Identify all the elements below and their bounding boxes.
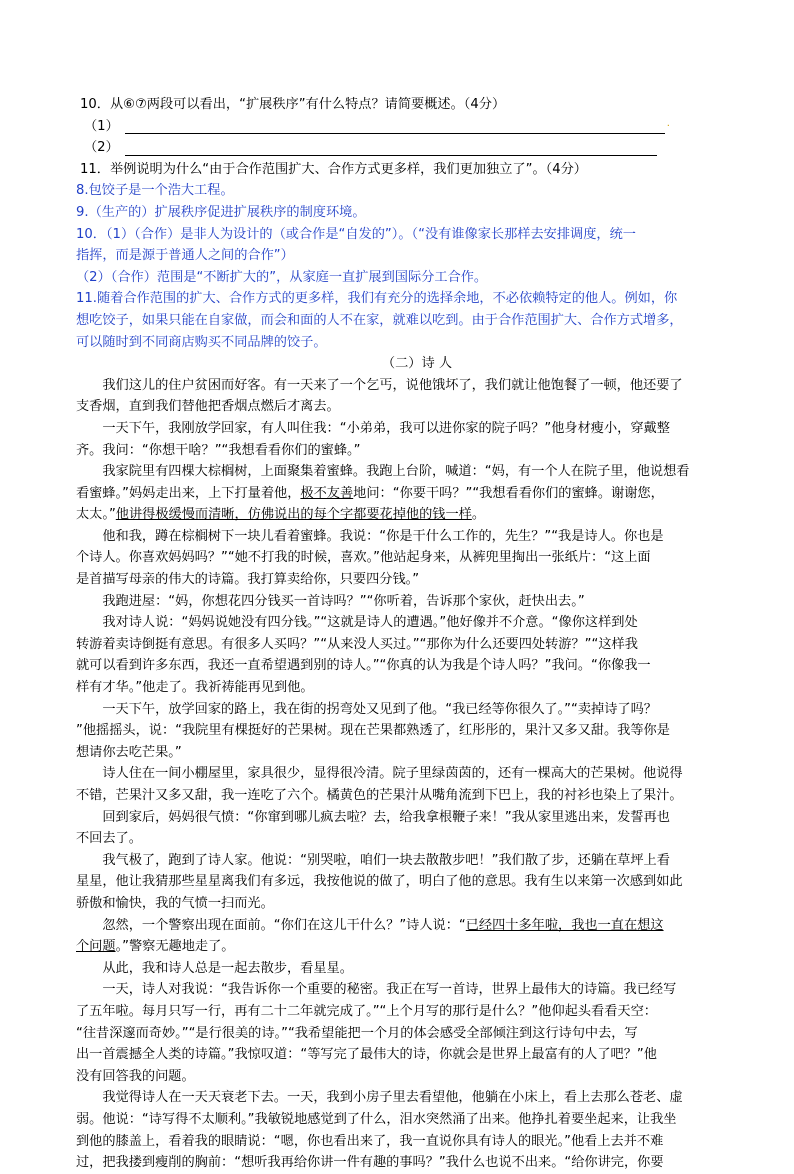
story-line: 齐。我问：“你想干啥？”“我想看看你们的蜜蜂。” [76, 442, 361, 458]
answer-blank-2[interactable] [76, 137, 718, 159]
story-line: 没有回答我的问题。 [76, 1068, 195, 1084]
story-line [76, 936, 718, 958]
section-title: （二）诗 人 [381, 356, 453, 372]
story-line: 回到家后，妈妈很气愤：“你窜到哪儿疯去啦？去，给我拿根鞭子来！”我从家里逃出来，发誓再也 [76, 809, 670, 825]
underlined-sentence: 个问题 [76, 939, 116, 955]
underlined-sentence: 他讲得极缓慢而清晰，仿佛说出的每个字都要花掉他的钱一样 [115, 507, 472, 523]
story-line: 我气极了，跑到了诗人家。他说：“别哭啦，咱们一块去散散步吧！”我们散了步，还躺在草坪上看 [76, 852, 670, 868]
question-10: 10．从⑥⑦两段可以看出，“扩展秩序”有什么特点？请简要概述。（4分） [80, 97, 506, 112]
story-line: 我觉得诗人在一天天衰老下去。一天，我到小房子里去看望他，他躺在小床上，看上去那么苍老、虚 [76, 1090, 683, 1106]
story-line: 想请你去吃芒果。” [76, 744, 182, 760]
story-line: 转游着卖诗倒挺有意思。有很多人买吗？”“从来没人买过。”“那你为什么还要四处转游？”“这样我 [76, 636, 638, 652]
story-line: 就可以看到许多东西，我还一直希望遇到别的诗人。”“你真的认为我是个诗人吗？”我问。“你像我一 [76, 658, 651, 674]
story-line: 过，把我搂到瘦削的胸前：“想听我再给你讲一件有趣的事吗？”我什么也说不出来。“给你讲完，你要 [76, 1155, 664, 1171]
story-line: 不回去了。 [76, 831, 142, 847]
document-content [76, 94, 718, 1174]
story-line: 从此，我和诗人总是一起去散步，看星星。 [76, 960, 353, 976]
underlined-phrase: 极不友善 [300, 485, 354, 501]
story-line: 星星，他让我猜那些星星离我们有多远，我按他说的做了，明白了他的意思。我有生以来第一次感到如此 [76, 874, 683, 890]
dot-mark: · [666, 120, 670, 132]
story-line: 他和我，蹲在棕榈树下一块儿看着蜜蜂。我说：“你是干什么工作的，先生？”“我是诗人。你也是 [76, 528, 664, 544]
answer-10-line-3: （2）（合作）范围是“不断扩大的”，从家庭一直扩展到国际分工合作。 [76, 269, 488, 285]
answer-10-line-2: 指挥，而是源于普通人之间的合作”） [76, 248, 294, 264]
story-line [76, 504, 718, 526]
story-line: 一天下午，放学回家的路上，我在街的拐弯处又见到了他。“我已经等你很久了。”“卖掉诗了吗？ [76, 701, 657, 717]
answer-11-line-3: 可以随时到不同商店购买不同品牌的饺子。 [76, 334, 327, 350]
question-11: 11．举例说明为什么“由于合作范围扩大、合作方式更多样，我们更加独立了”。（4分） [80, 161, 587, 177]
story-text-span: 地问：“你要干吗？”“我想看看你们的蜜蜂。谢谢您， [353, 485, 664, 501]
story-text-span: 看蜜蜂。”妈妈走出来，上下打量着他， [76, 485, 301, 501]
story-line: 诗人住在一间小棚屋里，家具很少，显得很冷清。院子里绿茵茵的，还有一棵高大的芒果树。他说得 [76, 766, 683, 782]
story-text-span: 。 [471, 507, 486, 523]
story-line [76, 483, 718, 505]
story-line: 一天下午，我刚放学回家，有人叫住我：“小弟弟，我可以进你家的院子吗？”他身材瘦小，穿戴整 [76, 420, 670, 436]
story-line: 个诗人。你喜欢妈妈吗？”“她不打我的时候，喜欢。”他站起身来，从裤兜里掏出一张纸片：“这上面 [76, 550, 651, 566]
story-line: 我对诗人说：“妈妈说她没有四分钱。”“这就是诗人的遭遇。”他好像并不介意。“像你这样到处 [76, 615, 638, 631]
story-text-span: 忽然，一个警察出现在面前。“你们在这儿干什么？”诗人说：“ [76, 917, 466, 933]
answer-line-2[interactable] [125, 141, 657, 156]
blank-label-1: （1） [84, 118, 119, 134]
answer-8: 8.包饺子是一个浩大工程。 [76, 183, 234, 199]
story-line [76, 915, 718, 937]
story-line: 是首描写母亲的伟大的诗篇。我打算卖给你，只要四分钱。” [76, 572, 420, 588]
answer-11-line-1: 11.随着合作范围的扩大、合作方式的更多样，我们有充分的选择余地，不必依赖特定的他人。例如，你 [76, 291, 678, 307]
story-line: 我们这儿的住户贫困而好客。有一天来了一个乞丐，说他饿坏了，我们就让他饱餐了一顿，他还要了 [76, 377, 683, 393]
story-line: ”他摇摇头，说：“我院里有棵挺好的芒果树。现在芒果都熟透了，红彤彤的，果汁又多又甜。我等你是 [76, 723, 670, 739]
story-line: 样有才华。”他走了。我祈祷能再见到他。 [76, 680, 314, 696]
story-line: 骄傲和愉快，我的气愤一扫而光。 [76, 895, 274, 911]
story-text-span: 。”警察无趣地走了。 [115, 939, 235, 955]
story-text [76, 375, 718, 1174]
story-line: 了五年啦。每月只写一行，再有二十二年就完成了。”“上个月写的那行是什么？”他仰起头看看天空： [76, 1003, 657, 1019]
blank-label-2: （2） [84, 140, 119, 156]
story-line: “往昔深邃而奇妙。”“是行很美的诗。”“我希望能把一个月的体会感受全部倾注到这行诗句中去，写 [76, 1025, 638, 1041]
answer-line-1[interactable] [125, 119, 665, 134]
answer-9: 9.（生产的）扩展秩序促进扩展秩序的制度环境。 [76, 204, 366, 220]
story-line: 支香烟，直到我们替他把香烟点燃后才离去。 [76, 399, 340, 415]
answer-10-line-1: 10．（1）（合作）是非人为设计的（或合作是“自发的”）。（“没有谁像家长那样去安排调度，统一 [76, 226, 636, 242]
story-line: 我家院里有四棵大棕榈树，上面聚集着蜜蜂。我跑上台阶，喊道：“妈，有一个人在院子里，他说想看 [76, 464, 690, 480]
answer-11-line-2: 想吃饺子，如果只能在自家做，而会和面的人不在家，就难以吃到。由于合作范围扩大、合作方式增多， [76, 312, 683, 328]
underlined-sentence: 已经四十多年啦，我也一直在想这 [465, 917, 664, 933]
story-text-span: 太太。” [76, 507, 116, 523]
story-line: 不错，芒果汁又多又甜，我一连吃了六个。橘黄色的芒果汁从嘴角流到下巴上，我的衬衫也染上了果汁。 [76, 788, 683, 803]
story-line: 我跑进屋：“妈，你想花四分钱买一首诗吗？”“你听着，告诉那个家伙，赶快出去。” [76, 593, 585, 609]
story-line: 弱。他说：“诗写得不太顺利。”我敏锐地感觉到了什么，泪水突然涌了出来。他挣扎着要坐起来，让我坐 [76, 1111, 677, 1127]
story-line: 出一首震撼全人类的诗篇。”我惊叹道：“等写完了最伟大的诗，你就会是世界上最富有的人了吧？”他 [76, 1047, 657, 1063]
answer-blank-1[interactable] [76, 116, 718, 138]
story-line: 一天，诗人对我说：“我告诉你一个重要的秘密。我正在写一首诗，世界上最伟大的诗篇。我已经写 [76, 982, 677, 998]
story-line: 到他的膝盖上，看着我的眼睛说：“嗯，你也看出来了，我一直说你具有诗人的眼光。”他看上去并不难 [76, 1133, 664, 1149]
